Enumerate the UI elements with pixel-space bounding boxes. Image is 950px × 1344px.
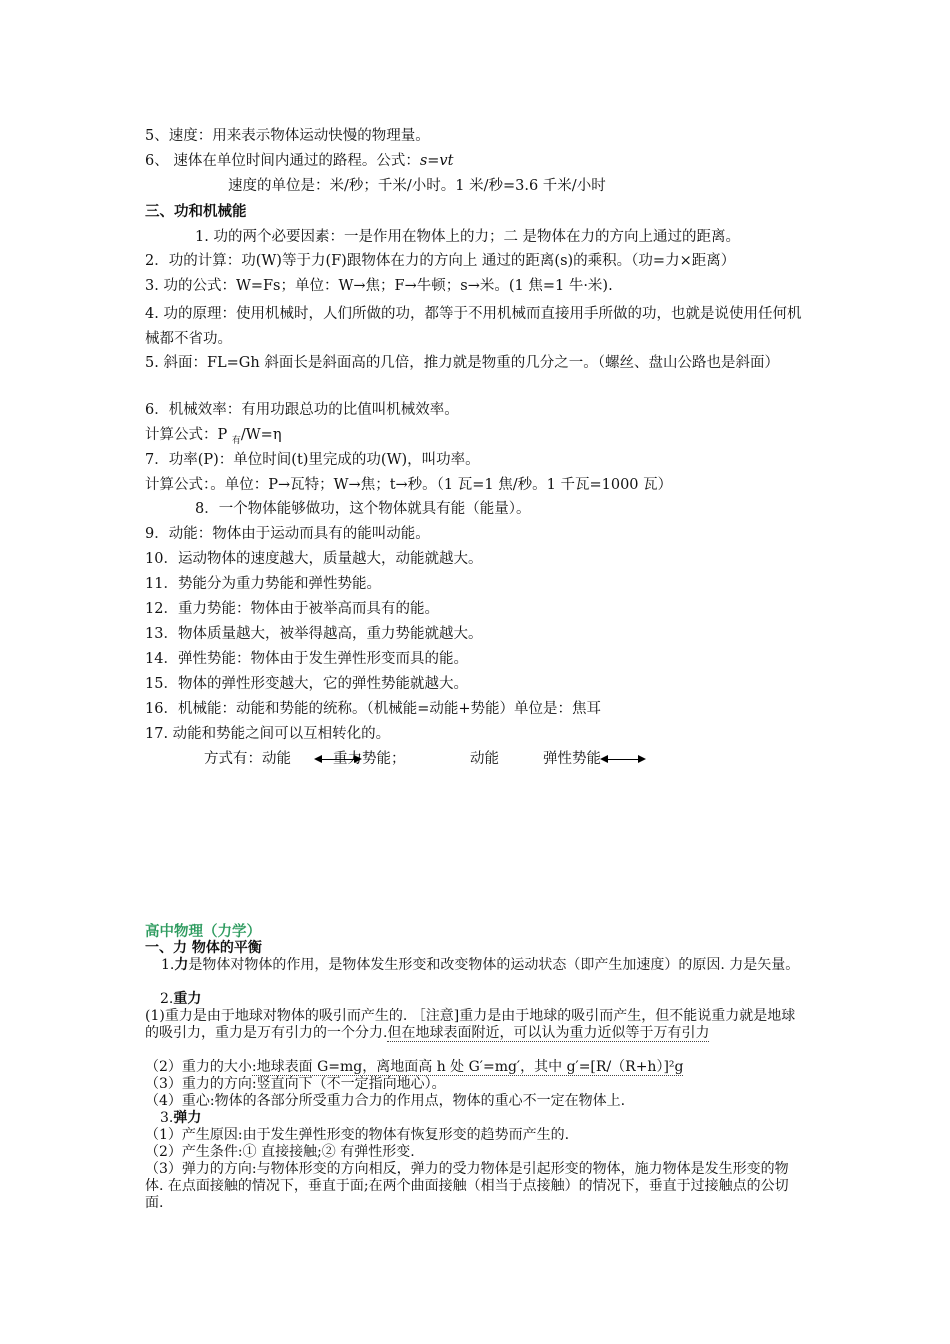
para-force-rest: 是物体对物体的作用，是物体发生形变和改变物体的运动状态（即产生加速度）的原因. 力是矢量。: [188, 957, 800, 973]
item-work-formula: 3. 功的公式：W=Fs；单位：W→焦；F→牛顿；s→米。(1 焦=1 牛·米).: [145, 278, 613, 294]
conv-elastic-pe: 弹性势能: [543, 751, 601, 767]
item-work-factors: 1. 功的两个必要因素：一是作用在物体上的力；二 是物体在力的方向上通过的距离。: [195, 229, 741, 245]
conv-way: 方式有：动能: [204, 751, 291, 767]
para-gravity-direction: （3）重力的方向:竖直向下（不一定指向地心）。: [145, 1076, 446, 1092]
calc-sub: 有: [231, 435, 241, 446]
heading-force-equilibrium: 一、力 物体的平衡: [145, 940, 262, 956]
para-elastic-condition: （2）产生条件:① 直接接触;② 有弹性形变.: [145, 1144, 415, 1160]
gravity-num: 2.: [160, 991, 174, 1007]
item-energy: 8．一个物体能够做功，这个物体就具有能（能量）。: [195, 501, 531, 517]
speed-formula-text: 6、 速体在单位时间内通过的路程。公式：: [145, 153, 420, 169]
gravity-size-formula: :地球表面 G=mg，离地面高 h 处 G′=mg′，其中 g′=[R/（R+h）]²g: [251, 1059, 684, 1075]
elastic-word: 弹力: [173, 1110, 202, 1126]
para-gravity-1: [145, 1008, 807, 1042]
speed-formula: s=vt: [419, 153, 454, 169]
para-elastic-cause: （1）产生原因:由于发生弹性形变的物体有恢复形变的趋势而产生的.: [145, 1127, 570, 1143]
conv-gravity-pe: 重力势能；: [333, 751, 406, 767]
item-15: 15．物体的弹性形变越大，它的弹性势能就越大。: [145, 676, 468, 692]
line-speed-definition: 5、速度：用来表示物体运动快慢的物理量。: [145, 128, 430, 144]
item-11: 11．势能分为重力势能和弹性势能。: [145, 576, 381, 592]
line-calc-efficiency: [145, 426, 282, 450]
conv-kinetic: 动能: [470, 751, 499, 767]
item-17: 17. 动能和势能之间可以互相转化的。: [145, 726, 391, 742]
gravity-word: 重力: [173, 991, 202, 1007]
item-efficiency: 6．机械效率：有用功跟总功的比值叫机械效率。: [145, 402, 459, 418]
line-speed-units: 速度的单位是：米/秒；千米/小时。1 米/秒=3.6 千米/小时: [228, 178, 606, 194]
calc-label: 计算公式：P: [145, 427, 232, 443]
para-elastic-direction: （3）弹力的方向:与物体形变的方向相反，弹力的受力物体是引起形变的物体，施力物体是发生形变的物体. 在点面接触的情况下，垂直于面;在两个曲面接触（相当于点接触）的情况下，垂直于过接触点的公切面.: [145, 1161, 789, 1211]
gravity-size-label: （2）重力的大小: [145, 1059, 252, 1075]
gravity-underlined: 但在地球表面附近，可以认为重力近似等于万有引力: [387, 1025, 710, 1041]
item-work-principle: 4. 功的原理：使用机械时，人们所做的功，都等于不用机械而直接用手所做的功，也就是说使用任何机械都不省功。: [145, 306, 802, 347]
para-force-definition: [145, 957, 807, 974]
item-14: 14．弹性势能：物体由于发生弹性形变而具的能。: [145, 651, 468, 667]
para-force-word: 力: [174, 957, 189, 973]
heading-elastic-force: [160, 1110, 201, 1127]
heading-work-energy: 三、功和机械能: [145, 203, 247, 220]
section-title-mechanics: 高中物理（力学）: [145, 923, 261, 940]
item-work-calc: 2．功的计算：功(W)等于力(F)跟物体在力的方向上 通过的距离(s)的乘积。（功=力×距离）: [145, 253, 736, 269]
line-speed-formula: [145, 152, 453, 170]
elastic-num: 3.: [160, 1110, 174, 1126]
gravity-text: (1)重力是由于地球对物体的吸引而产生的. ［注意]重力是由于地球的吸引而产生，但不能说重力就是地球的吸引力，重力是万有引力的一个分力.: [145, 1008, 796, 1041]
item-12: 12．重力势能：物体由于被举高而具有的能。: [145, 601, 439, 617]
item-13: 13．物体质量越大，被举得越高，重力势能就越大。: [145, 626, 483, 642]
calc-rest: /W=η: [240, 427, 282, 443]
line-calc-power: 计算公式：。单位：P→瓦特；W→焦；t→秒。（1 瓦=1 焦/秒。1 千瓦=1000 瓦）: [145, 477, 673, 493]
para-center-of-gravity: （4）重心:物体的各部分所受重力合力的作用点，物体的重心不一定在物体上.: [145, 1093, 626, 1109]
item-power: 7．功率(P)：单位时间(t)里完成的功(W)，叫功率。: [145, 452, 480, 468]
item-10: 10．运动物体的速度越大，质量越大，动能就越大。: [145, 551, 483, 567]
para-num: 1.: [161, 957, 175, 973]
item-incline: 5. 斜面：FL=Gh 斜面长是斜面高的几倍，推力就是物重的几分之一。（螺丝、盘山公路也是斜面）: [145, 355, 780, 371]
para-gravity-size: [145, 1059, 683, 1076]
item-9: 9．动能：物体由于运动而具有的能叫动能。: [145, 526, 430, 542]
heading-gravity: [160, 991, 201, 1008]
item-16: 16．机械能：动能和势能的统称。（机械能=动能+势能）单位是：焦耳: [145, 701, 601, 717]
